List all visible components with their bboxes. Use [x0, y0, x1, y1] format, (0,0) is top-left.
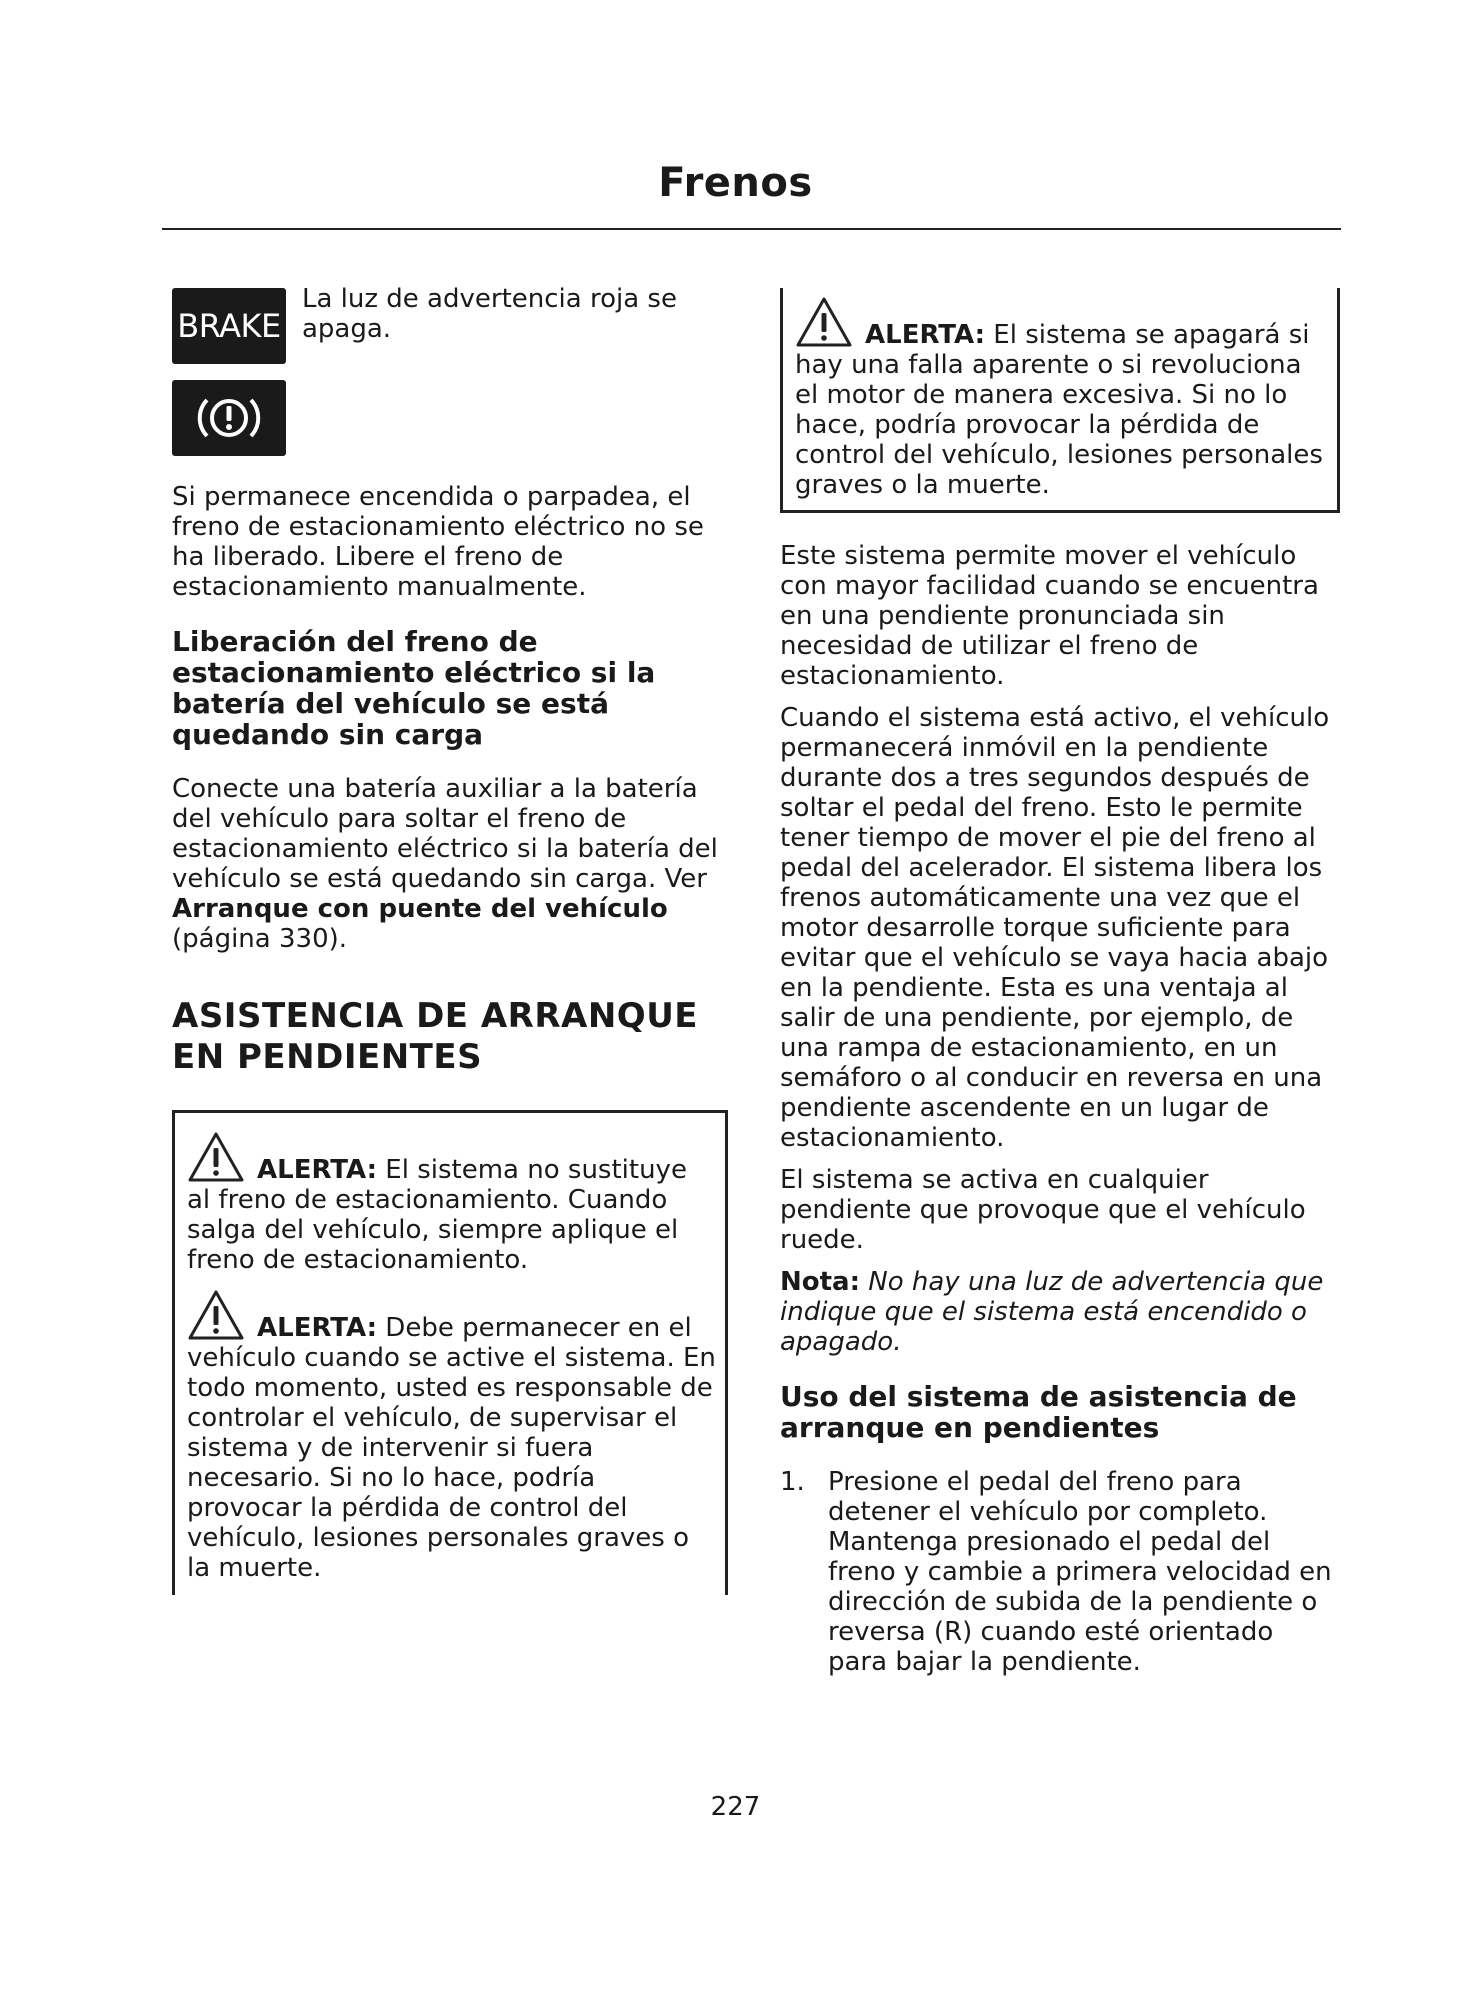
alert-entry	[187, 1289, 717, 1583]
page-reference: (página 330).	[172, 924, 348, 954]
alert-label: ALERTA:	[257, 1313, 378, 1343]
note-paragraph	[780, 1267, 1340, 1357]
battery-release-paragraph	[172, 774, 728, 954]
battery-release-heading: Liberación del freno de estacionamiento eléctrico si la batería del vehículo se está quedando sin carga	[172, 625, 656, 751]
warning-triangle-icon	[795, 296, 853, 348]
usage-heading: Uso del sistema de asistencia de arranque en pendientes	[780, 1380, 1297, 1444]
brake-warning-icon: BRAKE	[172, 288, 286, 364]
section-heading: ASISTENCIA DE ARRANQUE EN PENDIENTES	[172, 996, 699, 1077]
warning-triangle-icon	[187, 1131, 245, 1183]
alert-box-left	[172, 1110, 728, 1595]
brake-warning-paragraph: Si permanece encendida o parpadea, el freno de estacionamiento eléctrico no se ha liberado. Libere el freno de estacionamiento manualmente.	[172, 482, 704, 602]
alert-box-right	[780, 288, 1340, 513]
system-activation-paragraph: El sistema se activa en cualquier pendiente que provoque que el vehículo ruede.	[780, 1165, 1306, 1255]
left-column	[172, 280, 728, 1595]
battery-release-text: Conecte una batería auxiliar a la batería del vehículo para soltar el freno de estacionamiento eléctrico si la batería del vehículo se está quedando sin carga. Ver	[172, 774, 718, 894]
page-title: Frenos	[658, 160, 813, 206]
alert-entry	[795, 296, 1327, 500]
brake-system-warning-icon	[172, 380, 286, 456]
list-item	[780, 1467, 1340, 1677]
warning-triangle-icon	[187, 1289, 245, 1341]
alert-text: Debe permanecer en el vehículo cuando se active el sistema. En todo momento, usted es responsable de controlar el vehículo, de supervisar el sistema y de intervenir si fuera necesario. Si no lo hace, podría provocar la pérdida de control del vehículo, lesiones personales graves o la muerte.	[187, 1313, 716, 1583]
alert-text: El sistema se apagará si hay una falla aparente o si revoluciona el motor de manera excesiva. Si no lo hace, podría provocar la pérdida de control del vehículo, lesiones personales graves o la muerte.	[795, 320, 1323, 500]
alert-text: El sistema no sustituye al freno de estacionamiento. Cuando salga del vehículo, siempre aplique el freno de estacionamiento.	[187, 1155, 687, 1275]
title-divider	[162, 228, 1341, 230]
list-number: 1.	[780, 1467, 805, 1497]
brake-icon-description: La luz de advertencia roja se apaga.	[302, 284, 677, 344]
alert-label: ALERTA:	[257, 1155, 378, 1185]
page-number: 227	[710, 1792, 761, 1822]
jump-start-link[interactable]: Arranque con puente del vehículo	[172, 894, 668, 924]
system-description-paragraph: Este sistema permite mover el vehículo con mayor facilidad cuando se encuentra en una pendiente pronunciada sin necesidad de utilizar el freno de estacionamiento.	[780, 541, 1319, 691]
note-label: Nota:	[780, 1267, 860, 1297]
note-text: No hay una luz de advertencia que indique que el sistema está encendido o apagado.	[780, 1267, 1324, 1357]
right-column	[780, 288, 1340, 1677]
alert-entry	[187, 1131, 717, 1275]
list-text: Presione el pedal del freno para detener el vehículo por completo. Mantenga presionado el pedal del freno y cambie a primera velocidad en dirección de subida de la pendiente o reversa (R) cuando esté orientado para bajar la pendiente.	[828, 1467, 1332, 1677]
alert-label: ALERTA:	[865, 320, 986, 350]
system-active-paragraph: Cuando el sistema está activo, el vehículo permanecerá inmóvil en la pendiente durante dos a tres segundos después de soltar el pedal del freno. Esto le permite tener tiempo de mover el pie del freno al pedal del acelerador. El sistema libera los frenos automáticamente una vez que el motor desarrolle torque suficiente para evitar que el vehículo se vaya hacia abajo en la pendiente. Esta es una ventaja al salir de una pendiente, por ejemplo, de una rampa de estacionamiento, en un semáforo o al conducir en reversa en una pendiente ascendente en un lugar de estacionamiento.	[780, 703, 1330, 1153]
warning-icons-block	[172, 280, 728, 458]
